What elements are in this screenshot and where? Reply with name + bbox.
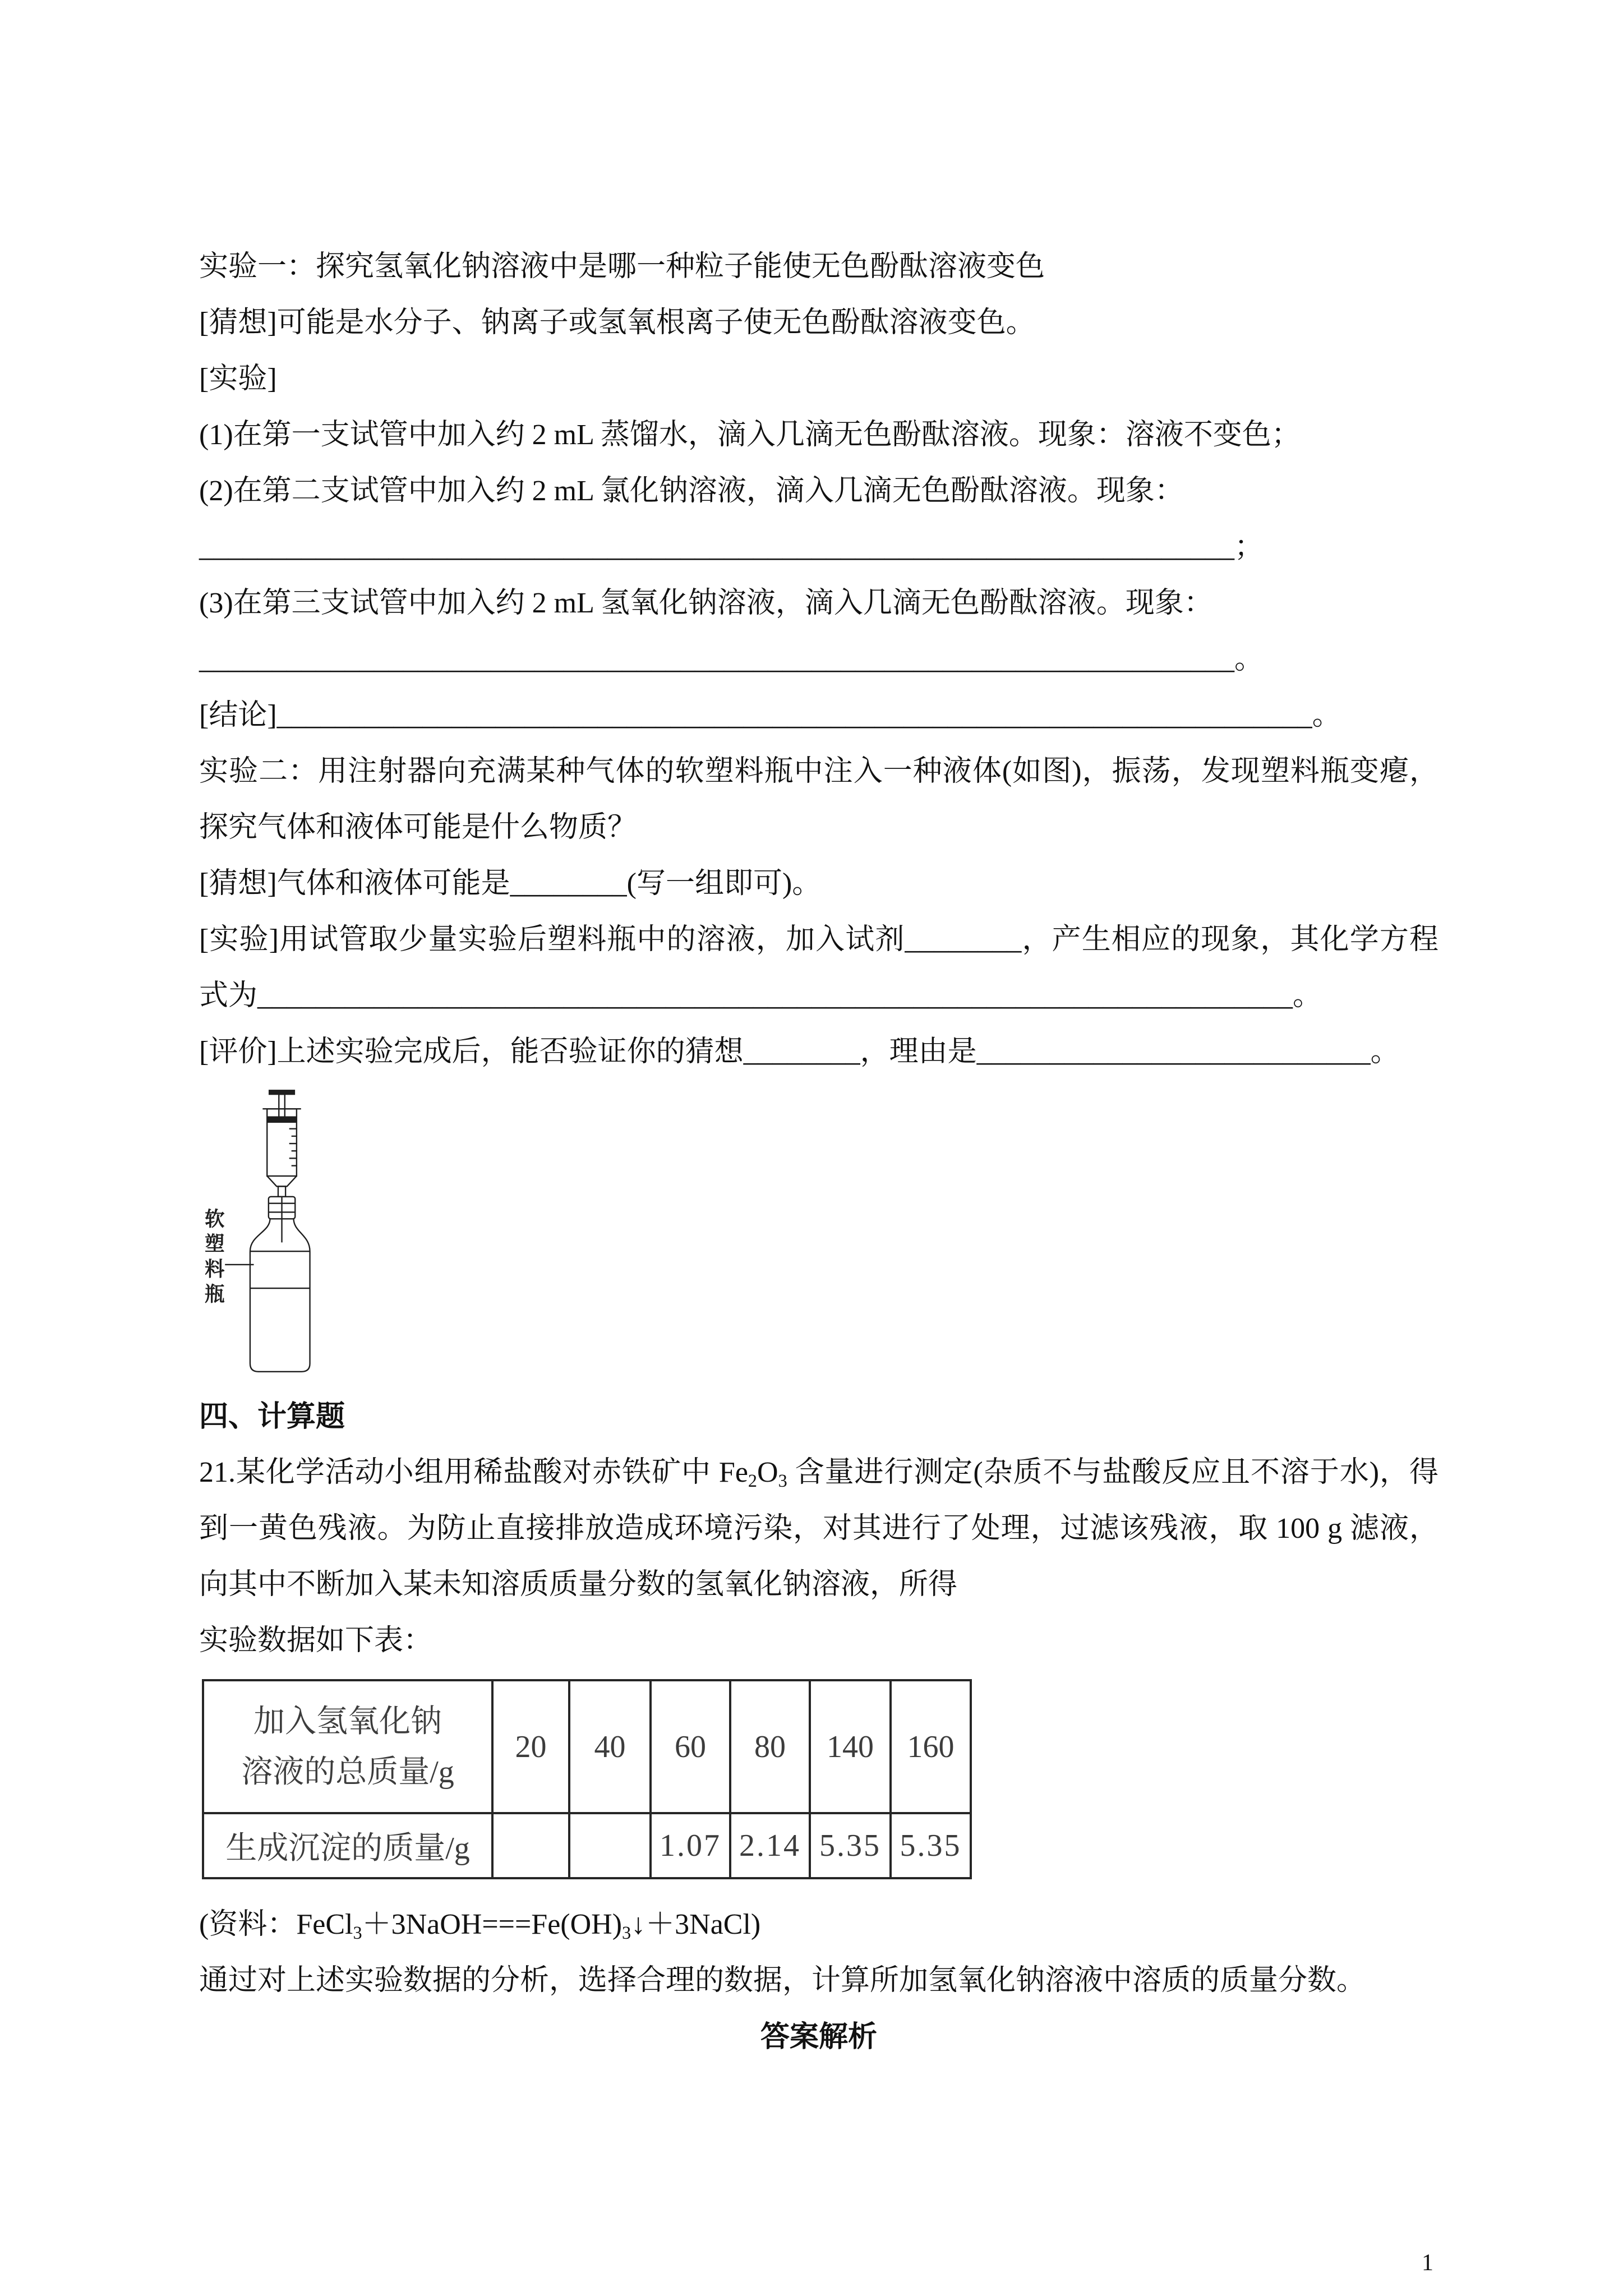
table-row-header	[203, 1680, 492, 1813]
plunger-rod	[279, 1094, 285, 1117]
question21-line1-text: O	[757, 1456, 778, 1488]
experiment1-step2-answer-blank: _______________________________________________________________________；	[199, 531, 1264, 563]
table-header-line: 溶液的总质量/g	[241, 1754, 454, 1790]
experiment1-step2: (2)在第二支试管中加入约 2 mL 氯化钠溶液，滴入几滴无色酚酞溶液。现象：	[199, 475, 1184, 507]
table-cell: 40	[569, 1680, 651, 1813]
barrel-graduations	[289, 1129, 297, 1166]
table-cell: 5.35	[891, 1813, 971, 1878]
figure-label-char: 料	[204, 1257, 225, 1280]
table-cell: 80	[730, 1680, 810, 1813]
syringe-bottle-figure	[199, 1080, 1438, 1389]
table-row-header: 生成沉淀的质量/g	[203, 1813, 492, 1878]
table-cell: 1.07	[651, 1813, 730, 1878]
question21-line4: 实验数据如下表：	[199, 1625, 433, 1657]
experiment2-evaluation: [评价]上述实验完成后，能否验证你的猜想________，理由是___________________________。	[199, 1036, 1400, 1068]
figure-label-char: 瓶	[204, 1283, 225, 1306]
syringe	[262, 1090, 301, 1242]
subscript: 3	[622, 1922, 631, 1943]
reference-equation-text: (资料：FeCl	[199, 1908, 353, 1940]
table-cell	[569, 1813, 651, 1878]
page-number: 1	[1422, 2250, 1433, 2276]
table-cell: 2.14	[730, 1813, 810, 1878]
experiment2-hypothesis: [猜想]气体和液体可能是________(写一组即可)。	[199, 868, 822, 900]
subscript: 2	[748, 1470, 758, 1491]
bottle-outline	[250, 1219, 310, 1371]
page-content	[199, 239, 1438, 2065]
reference-equation-text: ＋3NaOH===Fe(OH)	[362, 1908, 623, 1940]
subscript: 3	[778, 1470, 787, 1491]
table-row	[203, 1680, 971, 1813]
figure-label-char: 塑	[204, 1233, 225, 1256]
table-cell: 160	[891, 1680, 971, 1813]
experiment1-experiment-label: [实验]	[199, 363, 277, 395]
figure-label-char: 软	[204, 1207, 225, 1230]
experiment1-hypothesis: [猜想]可能是水分子、钠离子或氢氧根离子使无色酚酞溶液变色。	[199, 307, 1035, 339]
syringe-bottle-drawing	[199, 1087, 325, 1377]
reference-equation	[199, 1897, 1438, 1953]
question21-line2: 到一黄色残液。为防止直接排放造成环境污染，对其进行了处理，过滤该残液，取 100 g 滤液，	[199, 1513, 1438, 1545]
question21-line1-text: 21.某化学活动小组用稀盐酸对赤铁矿中 Fe	[199, 1456, 748, 1488]
experiment2-intro-line1: 实验二：用注射器向充满某种气体的软塑料瓶中注入一种液体(如图)，振荡，发现塑料瓶变瘪，	[199, 755, 1438, 787]
table-cell	[492, 1813, 569, 1878]
table-header-line: 加入氢氧化钠	[253, 1704, 442, 1739]
question21-line1-text: 含量进行测定(杂质不与盐酸反应且不溶于水)，得	[787, 1456, 1438, 1488]
experiment1-step3-answer-blank: _______________________________________________________________________。	[199, 643, 1264, 675]
experiment2-experiment-line2: 式为_______________________________________________________________________。	[199, 980, 1322, 1012]
syringe-nozzle	[278, 1186, 285, 1196]
soft-plastic-bottle	[250, 1197, 310, 1372]
table-cell: 5.35	[810, 1813, 891, 1878]
table-cell: 140	[810, 1680, 891, 1813]
subscript: 3	[353, 1922, 362, 1943]
data-table	[202, 1679, 972, 1879]
figure-label	[205, 1207, 225, 1305]
experiment2-intro-line2: 探究气体和液体可能是什么物质？	[199, 812, 637, 843]
experiment1-title: 实验一：探究氢氧化钠溶液中是哪一种粒子能使无色酚酞溶液变色	[199, 251, 1045, 283]
table-cell: 20	[492, 1680, 569, 1813]
table-cell: 60	[651, 1680, 730, 1813]
table-row	[203, 1813, 971, 1878]
barrel-taper	[267, 1176, 297, 1186]
question21-task: 通过对上述实验数据的分析，选择合理的数据，计算所加氢氧化钠溶液中溶质的质量分数。	[199, 1965, 1366, 1997]
experiment1-step3: (3)在第三支试管中加入约 2 mL 氢氧化钠溶液，滴入几滴无色酚酞溶液。现象：	[199, 587, 1213, 619]
experiment1-step1: (1)在第一支试管中加入约 2 mL 蒸馏水，滴入几滴无色酚酞溶液。现象：溶液不变色；	[199, 419, 1301, 451]
experiment1-conclusion: [结论]_______________________________________________________________________。	[199, 699, 1341, 731]
plunger-piston	[268, 1117, 296, 1122]
section-heading-calculation: 四、计算题	[199, 1400, 345, 1433]
question21-line3: 向其中不断加入某未知溶质质量分数的氢氧化钠溶液，所得	[199, 1569, 958, 1601]
reference-equation-text: ↓＋3NaCl)	[631, 1908, 761, 1940]
question21-line1	[199, 1445, 1438, 1501]
experiment2-experiment-line1: [实验]用试管取少量实验后塑料瓶中的溶液，加入试剂________，产生相应的现象，其化学方程	[199, 924, 1438, 956]
answer-heading: 答案解析	[760, 2021, 877, 2053]
